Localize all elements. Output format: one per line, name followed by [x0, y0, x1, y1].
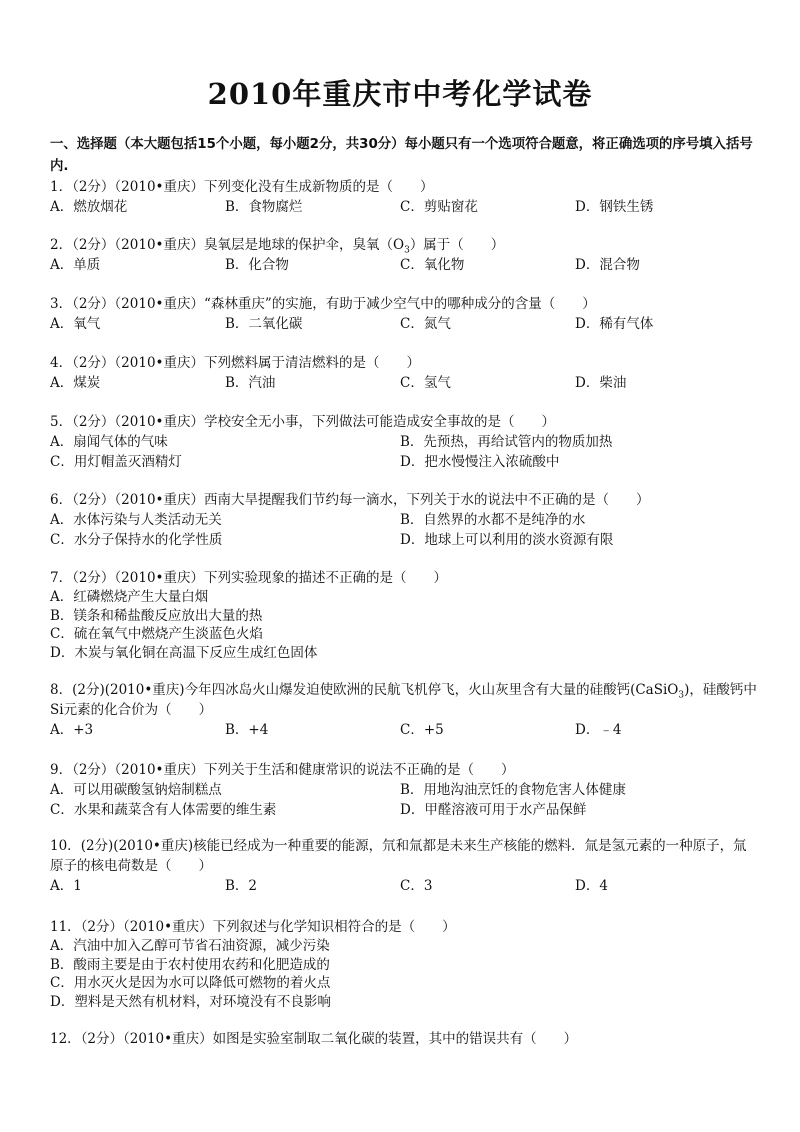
question-number: 8． — [50, 682, 73, 698]
options-row — [50, 510, 760, 530]
options-row — [50, 432, 760, 452]
option-b: B．2 — [225, 878, 258, 894]
question-5 — [50, 412, 760, 472]
option-b: B．化合物 — [225, 257, 289, 273]
options-row — [50, 197, 760, 217]
question-stem: 1．（2分）（2010•重庆）下列变化没有生成新物质的是（ ） — [50, 179, 434, 195]
option-d: D．﹣4 — [575, 722, 622, 738]
question-1 — [50, 177, 760, 217]
subscript: 3 — [404, 245, 410, 256]
options-row — [50, 314, 760, 334]
option-a: A．可以用碳酸氢钠焙制糕点 — [50, 782, 222, 798]
option-d: D．柴油 — [575, 375, 627, 391]
question-stem: 8．(2分)(2010•重庆)今年四冰岛火山爆发迫使欧洲的民航飞机停飞，火山灰里含有大量的硅酸钙(CaSiO$_3$)，硅酸钙中Si元素的化合价为（ ） — [50, 682, 757, 718]
option-d: D．把水慢慢注入浓硫酸中 — [400, 454, 560, 470]
options-row — [50, 452, 760, 472]
question-stem: 6．（2分）（2010•重庆）西南大旱提醒我们节约每一滴水，下列关于水的说法中不正确的是（ ） — [50, 492, 650, 508]
option-a: A．燃放烟花 — [50, 199, 128, 215]
question-6 — [50, 490, 760, 550]
question-number: 12． — [50, 1031, 81, 1047]
option-b: B．镁条和稀盐酸反应放出大量的热 — [50, 607, 263, 624]
options-row — [50, 255, 760, 275]
options-row — [50, 876, 760, 896]
option-b: B．汽油 — [225, 375, 276, 391]
options-row — [50, 800, 760, 820]
option-c: C．+5 — [400, 722, 444, 738]
option-a: A．红磷燃烧产生大量白烟 — [50, 589, 209, 605]
question-stem: 2．（2分）（2010•重庆）臭氧层是地球的保护伞，臭氧$(O_3)$属于（ ） — [50, 237, 505, 256]
question-7 — [50, 568, 760, 662]
option-a: A．水体污染与人类活动无关 — [50, 512, 222, 528]
subscript: 3 — [678, 690, 685, 701]
question-number: 4． — [50, 355, 73, 371]
option-b: B．二氧化碳 — [225, 316, 303, 332]
option-d: D．稀有气体 — [575, 316, 654, 332]
question-3 — [50, 294, 760, 334]
option-c: C．用灯帽盖灭酒精灯 — [50, 454, 182, 470]
option-c: C．3 — [400, 878, 433, 894]
option-b: B．酸雨主要是由于农村使用农药和化肥造成的 — [50, 956, 330, 973]
option-c: C．氧化物 — [400, 257, 465, 273]
option-d: D．木炭与氧化铜在高温下反应生成红色固体 — [50, 644, 318, 661]
option-a: A．氧气 — [50, 316, 101, 332]
option-b: B．+4 — [225, 722, 269, 738]
option-b: B．自然界的水都不是纯净的水 — [400, 512, 586, 528]
question-8 — [50, 680, 760, 740]
options-row — [50, 720, 760, 740]
section-heading: 一、选择题（本大题包括15个小题，每小题2分，共30分）每小题只有一个选项符合题意，将正确选项的序号填入括号内. — [50, 137, 753, 174]
question-number: 11． — [50, 919, 81, 935]
question-stem: 11．（2分）（2010•重庆）下列叙述与化学知识相符合的是（ ） — [50, 919, 456, 935]
question-12 — [50, 1029, 760, 1049]
options-row — [50, 530, 760, 550]
option-d: D．4 — [575, 878, 608, 894]
option-c: C．剪贴窗花 — [400, 199, 478, 215]
option-b: B．先预热，再给试管内的物质加热 — [400, 434, 613, 450]
question-9 — [50, 760, 760, 820]
question-number: 9． — [50, 762, 73, 778]
question-stem: 5．（2分）（2010•重庆）学校安全无小事，下列做法可能造成安全事故的是（ ） — [50, 414, 556, 430]
option-d: D．甲醛溶液可用于水产品保鲜 — [400, 802, 587, 818]
question-stem: 9．（2分）（2010•重庆）下列关于生活和健康常识的说法不正确的是（ ） — [50, 762, 515, 778]
option-c: C．氮气 — [400, 316, 451, 332]
question-number: 3． — [50, 296, 73, 312]
question-number: 1． — [50, 179, 73, 195]
option-a: A．煤炭 — [50, 375, 101, 391]
option-a: A．单质 — [50, 257, 101, 273]
options-row — [50, 780, 760, 800]
option-b: B．用地沟油烹饪的食物危害人体健康 — [400, 782, 626, 798]
option-d: D．塑料是天然有机材料，对环境没有不良影响 — [50, 993, 331, 1010]
options-row — [50, 373, 760, 393]
option-c: C．用水灭火是因为水可以降低可燃物的着火点 — [50, 975, 331, 991]
option-b: B．食物腐烂 — [225, 199, 303, 215]
option-a: A．汽油中加入乙醇可节省石油资源，减少污染 — [50, 938, 330, 954]
question-number: 6． — [50, 492, 73, 508]
options-list — [50, 937, 760, 1011]
question-stem: 4．（2分）（2010•重庆）下列燃料属于清洁燃料的是（ ） — [50, 355, 421, 371]
question-stem: 10．(2分)(2010•重庆)核能已经成为一种重要的能源，氘和氚都是未来生产核能的燃料．氚是氢元素的一种原子，氚原子的核电荷数是（ ） — [50, 838, 747, 874]
question-number: 2． — [50, 237, 73, 253]
option-d: D．钢铁生锈 — [575, 199, 654, 215]
question-stem: 7．（2分）（2010•重庆）下列实验现象的描述不正确的是（ ） — [50, 570, 448, 586]
option-c: C．氢气 — [400, 375, 451, 391]
option-a: A．扇闻气体的气味 — [50, 434, 168, 450]
question-stem: 3．（2分）（2010•重庆）“森林重庆”的实施，有助于减少空气中的哪种成分的含量（ ） — [50, 296, 596, 312]
question-11 — [50, 917, 760, 1011]
question-10 — [50, 836, 760, 896]
option-a: A．+3 — [50, 722, 94, 738]
option-c: C．硫在氧气中燃烧产生淡蓝色火焰 — [50, 626, 263, 642]
question-stem: 12．（2分）（2010•重庆）如图是实验室制取二氧化碳的装置，其中的错误共有（ ） — [50, 1031, 578, 1047]
question-2 — [50, 235, 760, 275]
option-d: D．地球上可以利用的淡水资源有限 — [400, 532, 614, 548]
option-c: C．水分子保持水的化学性质 — [50, 532, 223, 548]
option-c: C．水果和蔬菜含有人体需要的维生素 — [50, 802, 277, 818]
option-a: A．1 — [50, 878, 82, 894]
page-title: 2010年重庆市中考化学试卷 — [207, 77, 593, 111]
question-number: 5． — [50, 414, 73, 430]
question-number: 10． — [50, 838, 81, 854]
question-number: 7． — [50, 570, 73, 586]
option-d: D．混合物 — [575, 257, 640, 273]
options-list — [50, 588, 760, 662]
question-4 — [50, 353, 760, 393]
